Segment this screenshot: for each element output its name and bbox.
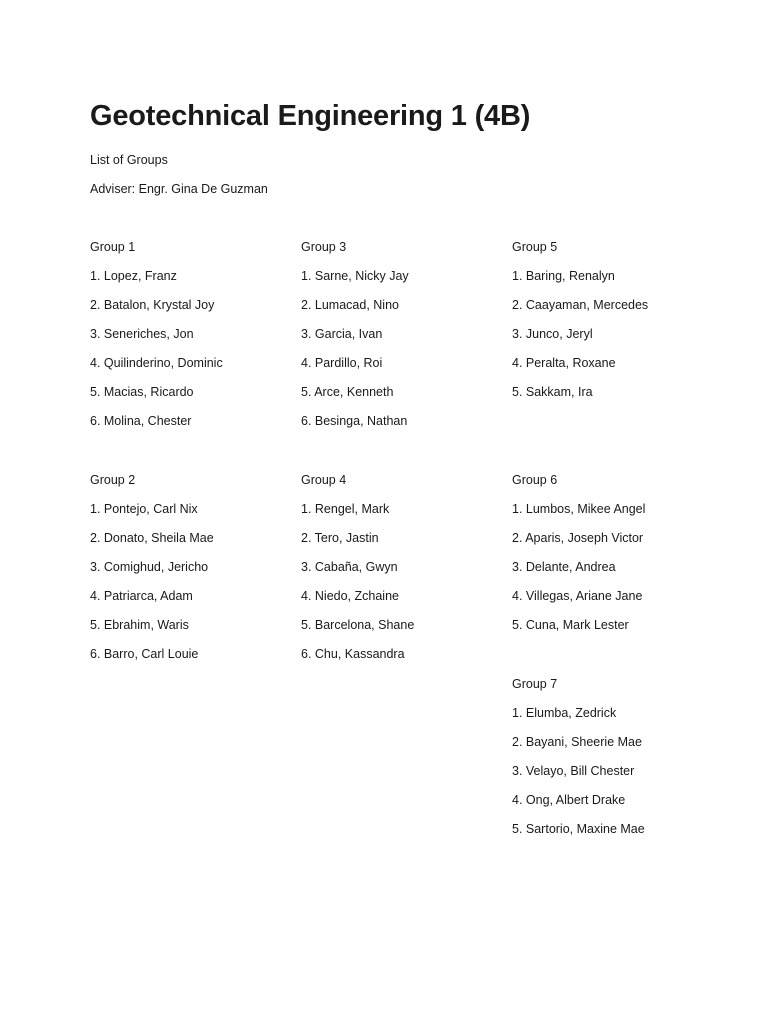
member-item: 2. Caayaman, Mercedes <box>512 298 649 312</box>
member-item: 3. Seneriches, Jon <box>90 327 194 341</box>
member-item: 5. Sartorio, Maxine Mae <box>512 822 645 836</box>
member-item: 2. Aparis, Joseph Victor <box>512 531 644 545</box>
member-item: 1. Sarne, Nicky Jay <box>301 269 409 283</box>
group-7 <box>512 670 712 844</box>
group-2 <box>90 466 290 669</box>
member-item: 2. Batalon, Krystal Joy <box>90 298 215 312</box>
member-item: 4. Patriarca, Adam <box>90 589 193 603</box>
member-item: 5. Macias, Ricardo <box>90 385 194 399</box>
document-subtitle: List of Groups <box>90 153 168 167</box>
group-title: Group 6 <box>512 473 558 487</box>
member-item: 2. Bayani, Sheerie Mae <box>512 735 642 749</box>
group-5 <box>512 233 712 407</box>
member-item: 1. Rengel, Mark <box>301 502 390 516</box>
member-item: 6. Besinga, Nathan <box>301 414 408 428</box>
member-item: 2. Tero, Jastin <box>301 531 379 545</box>
member-item: 3. Garcia, Ivan <box>301 327 383 341</box>
member-item: 1. Baring, Renalyn <box>512 269 615 283</box>
member-item: 2. Donato, Sheila Mae <box>90 531 214 545</box>
member-item: 5. Ebrahim, Waris <box>90 618 189 632</box>
member-item: 4. Peralta, Roxane <box>512 356 616 370</box>
member-item: 3. Cabaña, Gwyn <box>301 560 398 574</box>
member-item: 3. Comighud, Jericho <box>90 560 209 574</box>
member-item: 4. Quilinderino, Dominic <box>90 356 223 370</box>
member-item: 4. Ong, Albert Drake <box>512 793 626 807</box>
member-item: 5. Sakkam, Ira <box>512 385 593 399</box>
member-item: 1. Elumba, Zedrick <box>512 706 617 720</box>
member-item: 1. Lumbos, Mikee Angel <box>512 502 646 516</box>
member-item: 6. Chu, Kassandra <box>301 647 405 661</box>
group-title: Group 7 <box>512 677 558 691</box>
member-item: 1. Pontejo, Carl Nix <box>90 502 198 516</box>
group-title: Group 1 <box>90 240 136 254</box>
group-4 <box>301 466 501 669</box>
document-title: Geotechnical Engineering 1 (4B) <box>90 100 531 132</box>
group-6 <box>512 466 712 640</box>
group-3 <box>301 233 501 436</box>
group-1 <box>90 233 290 436</box>
member-item: 3. Junco, Jeryl <box>512 327 593 341</box>
member-item: 5. Arce, Kenneth <box>301 385 394 399</box>
member-item: 1. Lopez, Franz <box>90 269 177 283</box>
member-item: 2. Lumacad, Nino <box>301 298 399 312</box>
adviser-line: Adviser: Engr. Gina De Guzman <box>90 182 268 196</box>
member-item: 3. Delante, Andrea <box>512 560 616 574</box>
group-title: Group 2 <box>90 473 136 487</box>
member-item: 5. Cuna, Mark Lester <box>512 618 629 632</box>
member-item: 4. Niedo, Zchaine <box>301 589 399 603</box>
document-page <box>90 96 730 873</box>
group-title: Group 4 <box>301 473 347 487</box>
member-item: 4. Pardillo, Roi <box>301 356 383 370</box>
member-item: 6. Barro, Carl Louie <box>90 647 199 661</box>
member-item: 5. Barcelona, Shane <box>301 618 415 632</box>
group-title: Group 5 <box>512 240 558 254</box>
member-item: 6. Molina, Chester <box>90 414 192 428</box>
member-item: 4. Villegas, Ariane Jane <box>512 589 643 603</box>
group-title: Group 3 <box>301 240 347 254</box>
member-item: 3. Velayo, Bill Chester <box>512 764 635 778</box>
groups-grid <box>90 233 730 873</box>
